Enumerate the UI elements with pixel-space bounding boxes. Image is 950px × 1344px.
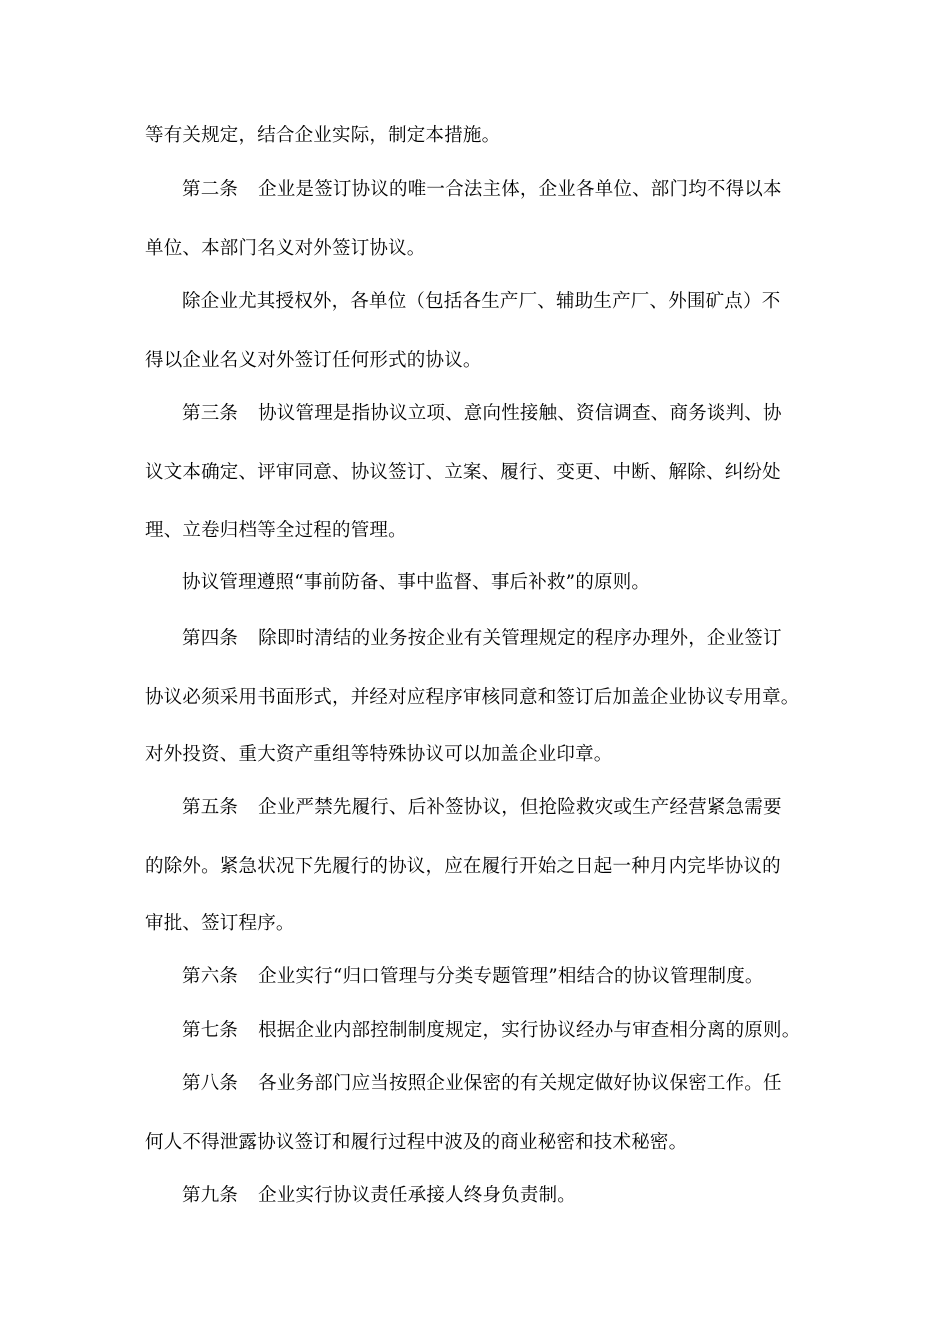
article-number: 第八条 bbox=[182, 1073, 239, 1094]
article-9: 第九条 企业实行协议责任承接人终身负责制。 bbox=[182, 1185, 577, 1206]
text-line: 审批、签订程序。 bbox=[145, 913, 295, 934]
article-7: 第七条 根据企业内部控制制度规定，实行协议经办与审查相分离的原则。 bbox=[182, 1020, 801, 1041]
article-8: 第八条 各业务部门应当按照企业保密的有关规定做好协议保密工作。任 bbox=[182, 1073, 782, 1094]
article-2: 第二条 企业是签订协议的唯一合法主体，企业各单位、部门均不得以本 bbox=[182, 179, 782, 200]
text-line: 得以企业名义对外签订任何形式的协议。 bbox=[145, 350, 482, 371]
article-number: 第二条 bbox=[182, 179, 239, 200]
text-line: 等有关规定，结合企业实际，制定本措施。 bbox=[145, 125, 501, 146]
article-number: 第三条 bbox=[182, 403, 239, 424]
text-line: 对外投资、重大资产重组等特殊协议可以加盖企业印章。 bbox=[145, 744, 613, 765]
article-5: 第五条 企业严禁先履行、后补签协议，但抢险救灾或生产经营紧急需要 bbox=[182, 797, 782, 818]
article-6: 第六条 企业实行“归口管理与分类专题管理”相结合的协议管理制度。 bbox=[182, 966, 764, 987]
article-number: 第九条 bbox=[182, 1185, 239, 1206]
article-4: 第四条 除即时清结的业务按企业有关管理规定的程序办理外，企业签订 bbox=[182, 628, 782, 649]
text-line: 理、立卷归档等全过程的管理。 bbox=[145, 520, 407, 541]
text-line: 的除外。紧急状况下先履行的协议，应在履行开始之日起一种月内完毕协议的 bbox=[145, 856, 781, 877]
article-number: 第四条 bbox=[182, 628, 239, 649]
text-line: 单位、本部门名义对外签订协议。 bbox=[145, 238, 426, 259]
text-line: 除企业尤其授权外，各单位（包括各生产厂、辅助生产厂、外围矿点）不 bbox=[182, 291, 781, 312]
text-line: 何人不得泄露协议签订和履行过程中波及的商业秘密和技术秘密。 bbox=[145, 1132, 688, 1153]
article-number: 第五条 bbox=[182, 797, 239, 818]
text-line: 协议管理遵照“事前防备、事中监督、事后补救”的原则。 bbox=[182, 572, 651, 593]
text-line: 议文本确定、评审同意、协议签订、立案、履行、变更、中断、解除、纠纷处 bbox=[145, 462, 781, 483]
article-number: 第七条 bbox=[182, 1020, 239, 1041]
text-line: 协议必须采用书面形式，并经对应程序审核同意和签订后加盖企业协议专用章。 bbox=[145, 687, 800, 708]
article-number: 第六条 bbox=[182, 966, 239, 987]
article-3: 第三条 协议管理是指协议立项、意向性接触、资信调查、商务谈判、协 bbox=[182, 403, 782, 424]
